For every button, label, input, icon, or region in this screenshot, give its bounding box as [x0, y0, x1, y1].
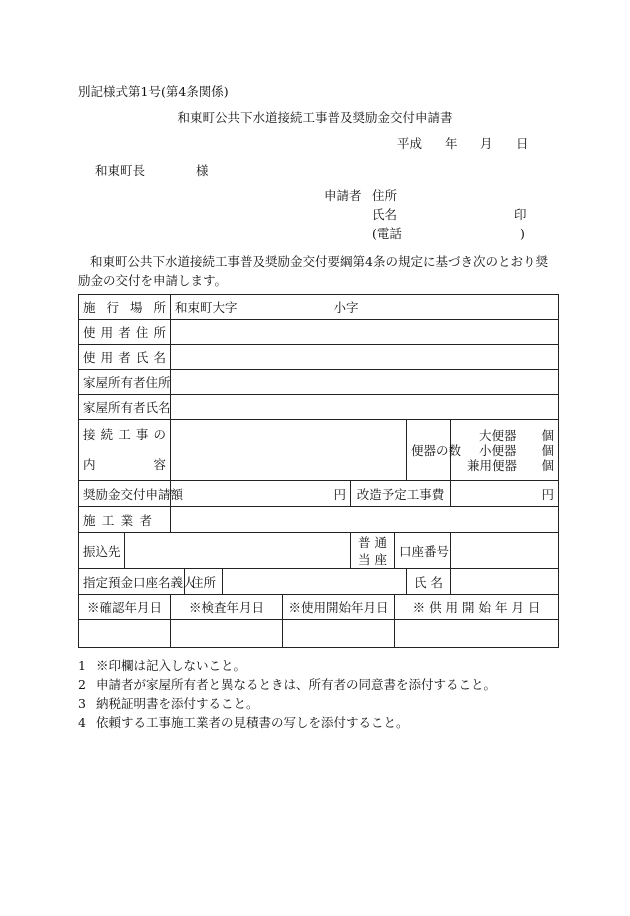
- owner-address-field[interactable]: [171, 370, 559, 395]
- site-label: 施 行 場 所: [79, 295, 171, 320]
- note-text: 納税証明書を添付すること。: [96, 696, 259, 711]
- note-number: 4: [78, 715, 86, 730]
- user-name-field[interactable]: [171, 345, 559, 370]
- user-address-field[interactable]: [171, 320, 559, 345]
- note-text: ※印欄は記入しないこと。: [96, 658, 247, 673]
- use-start-date-label: ※使用開始年月日: [283, 595, 395, 620]
- phone-label: (電話: [372, 226, 402, 241]
- yen-unit: 円: [333, 486, 347, 502]
- site-value[interactable]: [171, 295, 559, 320]
- account-number-label: 口座番号: [395, 533, 451, 569]
- user-address-label: 使 用 者 住 所: [79, 320, 171, 345]
- fixture-row: [455, 428, 554, 443]
- note-text: 依頼する工事施工業者の見積書の写しを添付すること。: [96, 715, 409, 730]
- contractor-label: 施 工 業 者: [79, 507, 171, 533]
- note-number: 1: [78, 658, 86, 673]
- confirmation-date-field[interactable]: [79, 620, 171, 648]
- confirmation-date-label: ※確認年月日: [79, 595, 171, 620]
- note-text: 申請者が家屋所有者と異なるときは、所有者の同意書を添付すること。: [96, 677, 497, 692]
- note-item: [78, 713, 496, 732]
- grant-amount-field[interactable]: [171, 481, 351, 507]
- user-name-label: 使 用 者 氏 名: [79, 345, 171, 370]
- note-item: [78, 694, 496, 713]
- addressee-honorific: 様: [196, 163, 209, 178]
- owner-name-label: 家屋所有者氏名: [79, 395, 171, 420]
- note-number: 2: [78, 677, 86, 692]
- service-start-date-field[interactable]: [395, 620, 559, 648]
- note-number: 3: [78, 696, 86, 711]
- account-type-current: 当 座: [358, 551, 387, 567]
- site-value-oaza: 和束町大字: [175, 300, 238, 315]
- application-statement: 和東町公共下水道接続工事普及奨励金交付要綱第4条の規定に基づき次のとおり奨励金の交付を申請します。: [78, 254, 548, 288]
- planned-cost-label: 改造予定工事費: [351, 481, 451, 507]
- planned-cost-field[interactable]: [451, 481, 559, 507]
- fixtures-counts: [451, 420, 559, 481]
- work-label-line-1: 接 続 工 事 の: [83, 427, 167, 442]
- owner-name-field[interactable]: [171, 395, 559, 420]
- service-start-date-label: ※ 供 用 開 始 年 月 日: [395, 595, 559, 620]
- applicant-label: 申請者: [324, 188, 362, 203]
- yen-unit: 円: [541, 486, 555, 502]
- seal-label: 印: [514, 207, 527, 222]
- phone-close: ): [520, 226, 525, 241]
- applicant-address-label: 住所: [372, 188, 398, 203]
- work-label-line-2: 内 容: [83, 457, 167, 472]
- site-value-koaza: 小字: [333, 300, 359, 315]
- use-start-date-field[interactable]: [283, 620, 395, 648]
- fixture-name: 大便器: [479, 427, 517, 443]
- work-label: [79, 420, 171, 481]
- note-item: [78, 675, 496, 694]
- application-form-table: [78, 294, 559, 648]
- fixture-name: 小便器: [479, 442, 517, 458]
- holder-name-label: 氏 名: [407, 569, 451, 595]
- date-year: 年: [445, 136, 458, 151]
- fixture-name: 兼用便器: [467, 457, 518, 473]
- addressee-name: 和東町長: [95, 163, 146, 178]
- inspection-date-field[interactable]: [171, 620, 283, 648]
- owner-address-label: 家屋所有者住所: [79, 370, 171, 395]
- account-type-ordinary: 普 通: [358, 534, 387, 550]
- fixture-unit: 個: [541, 442, 555, 458]
- fixtures-label: 便器の数: [407, 420, 451, 481]
- fixture-unit: 個: [541, 457, 555, 473]
- form-number: 別記様式第1号(第4条関係): [78, 84, 229, 99]
- applicant-name-label: 氏名: [372, 207, 398, 222]
- account-number-field[interactable]: [451, 533, 559, 569]
- fixture-row: [455, 443, 554, 458]
- notes-list: [78, 656, 496, 732]
- work-details-field[interactable]: [171, 420, 407, 481]
- document-title: 和東町公共下水道接続工事普及奨励金交付申請書: [177, 110, 453, 125]
- holder-address-label: 住所: [185, 569, 223, 595]
- grant-amount-label: 奨励金交付申請額: [79, 481, 171, 507]
- contractor-field[interactable]: [171, 507, 559, 533]
- holder-address-field[interactable]: [223, 569, 407, 595]
- transfer-bank-field[interactable]: [125, 533, 351, 569]
- transfer-label: 振込先: [79, 533, 125, 569]
- holder-name-field[interactable]: [451, 569, 559, 595]
- date-month: 月: [480, 136, 493, 151]
- note-item: [78, 656, 496, 675]
- inspection-date-label: ※検査年月日: [171, 595, 283, 620]
- account-type: [351, 533, 395, 569]
- date-era: 平成: [397, 136, 423, 151]
- account-holder-label: 指定預金口座名義人: [79, 569, 185, 595]
- fixture-row: [455, 458, 554, 473]
- fixture-unit: 個: [541, 427, 555, 443]
- date-day: 日: [516, 136, 529, 151]
